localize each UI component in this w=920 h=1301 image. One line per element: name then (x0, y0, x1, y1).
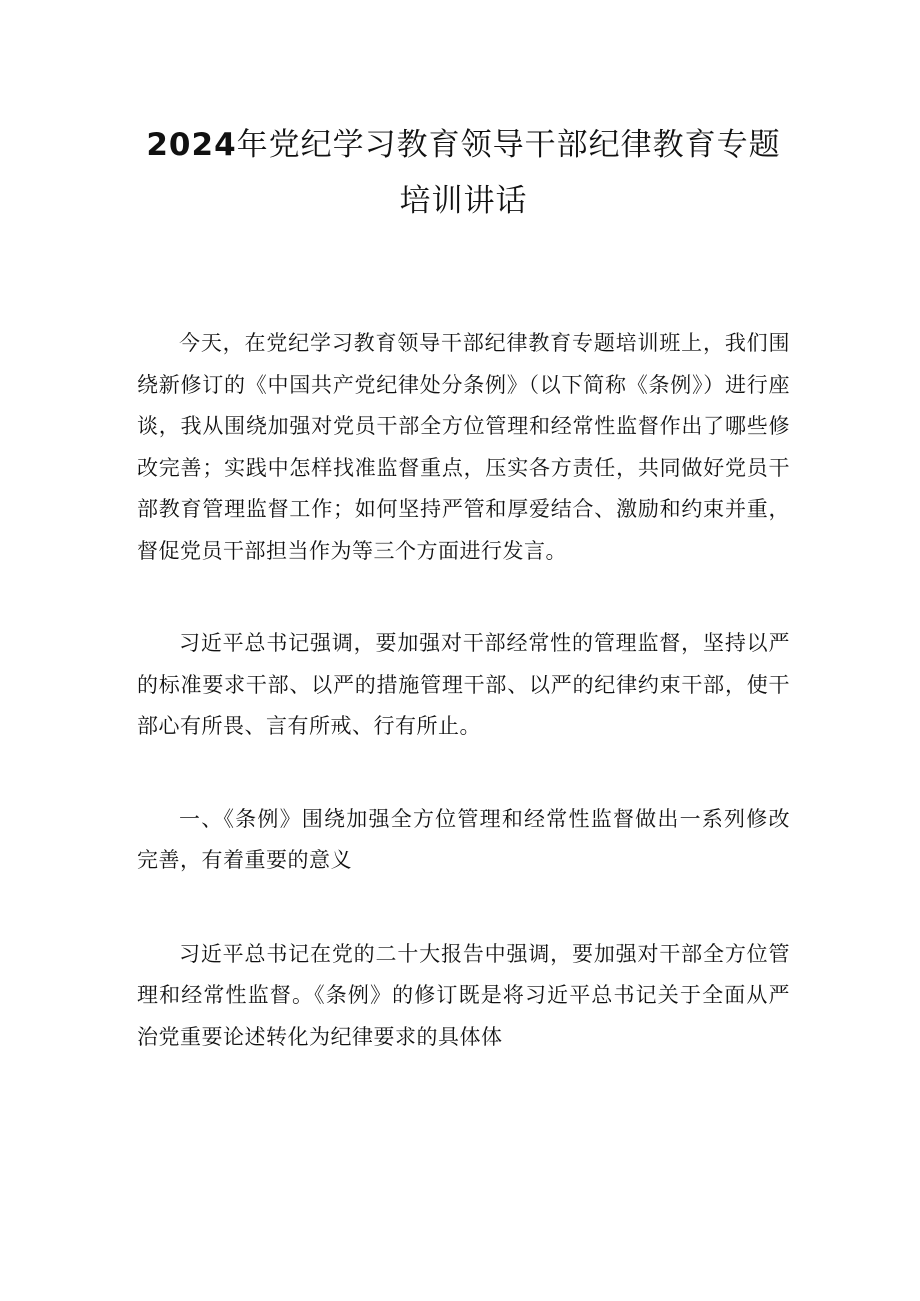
title-text: 年党纪学习教育领导干部纪律教育专题培训讲话 (236, 127, 781, 219)
paragraph-intro: 今天，在党纪学习教育领导干部纪律教育专题培训班上，我们围绕新修订的《中国共产党纪律处分条例》（以下简称《条例》）进行座谈，我从围绕加强对党员干部全方位管理和经常性监督作出了哪些修改完善；实践中怎样找准监督重点，压实各方责任，共同做好党员干部教育管理监督工作；如何坚持严管和厚爱结合、激励和约束并重，督促党员干部担当作为等三个方面进行发言。 (137, 331, 790, 563)
document-title (137, 0, 790, 229)
paragraph-quote: 习近平总书记强调，要加强对干部经常性的管理监督，坚持以严的标准要求干部、以严的措施管理干部、以严的纪律约束干部，使干部心有所畏、言有所戒、行有所止。 (137, 631, 790, 738)
section-heading-1: 一、《条例》围绕加强全方位管理和经常性监督做出一系列修改完善，有着重要的意义 (137, 806, 790, 872)
title-year: 2024 (146, 127, 237, 163)
paragraph-section-1: 习近平总书记在党的二十大报告中强调，要加强对干部全方位管理和经常性监督。《条例》的修订既是将习近平总书记关于全面从严治党重要论述转化为纪律要求的具体体 (137, 941, 790, 1049)
